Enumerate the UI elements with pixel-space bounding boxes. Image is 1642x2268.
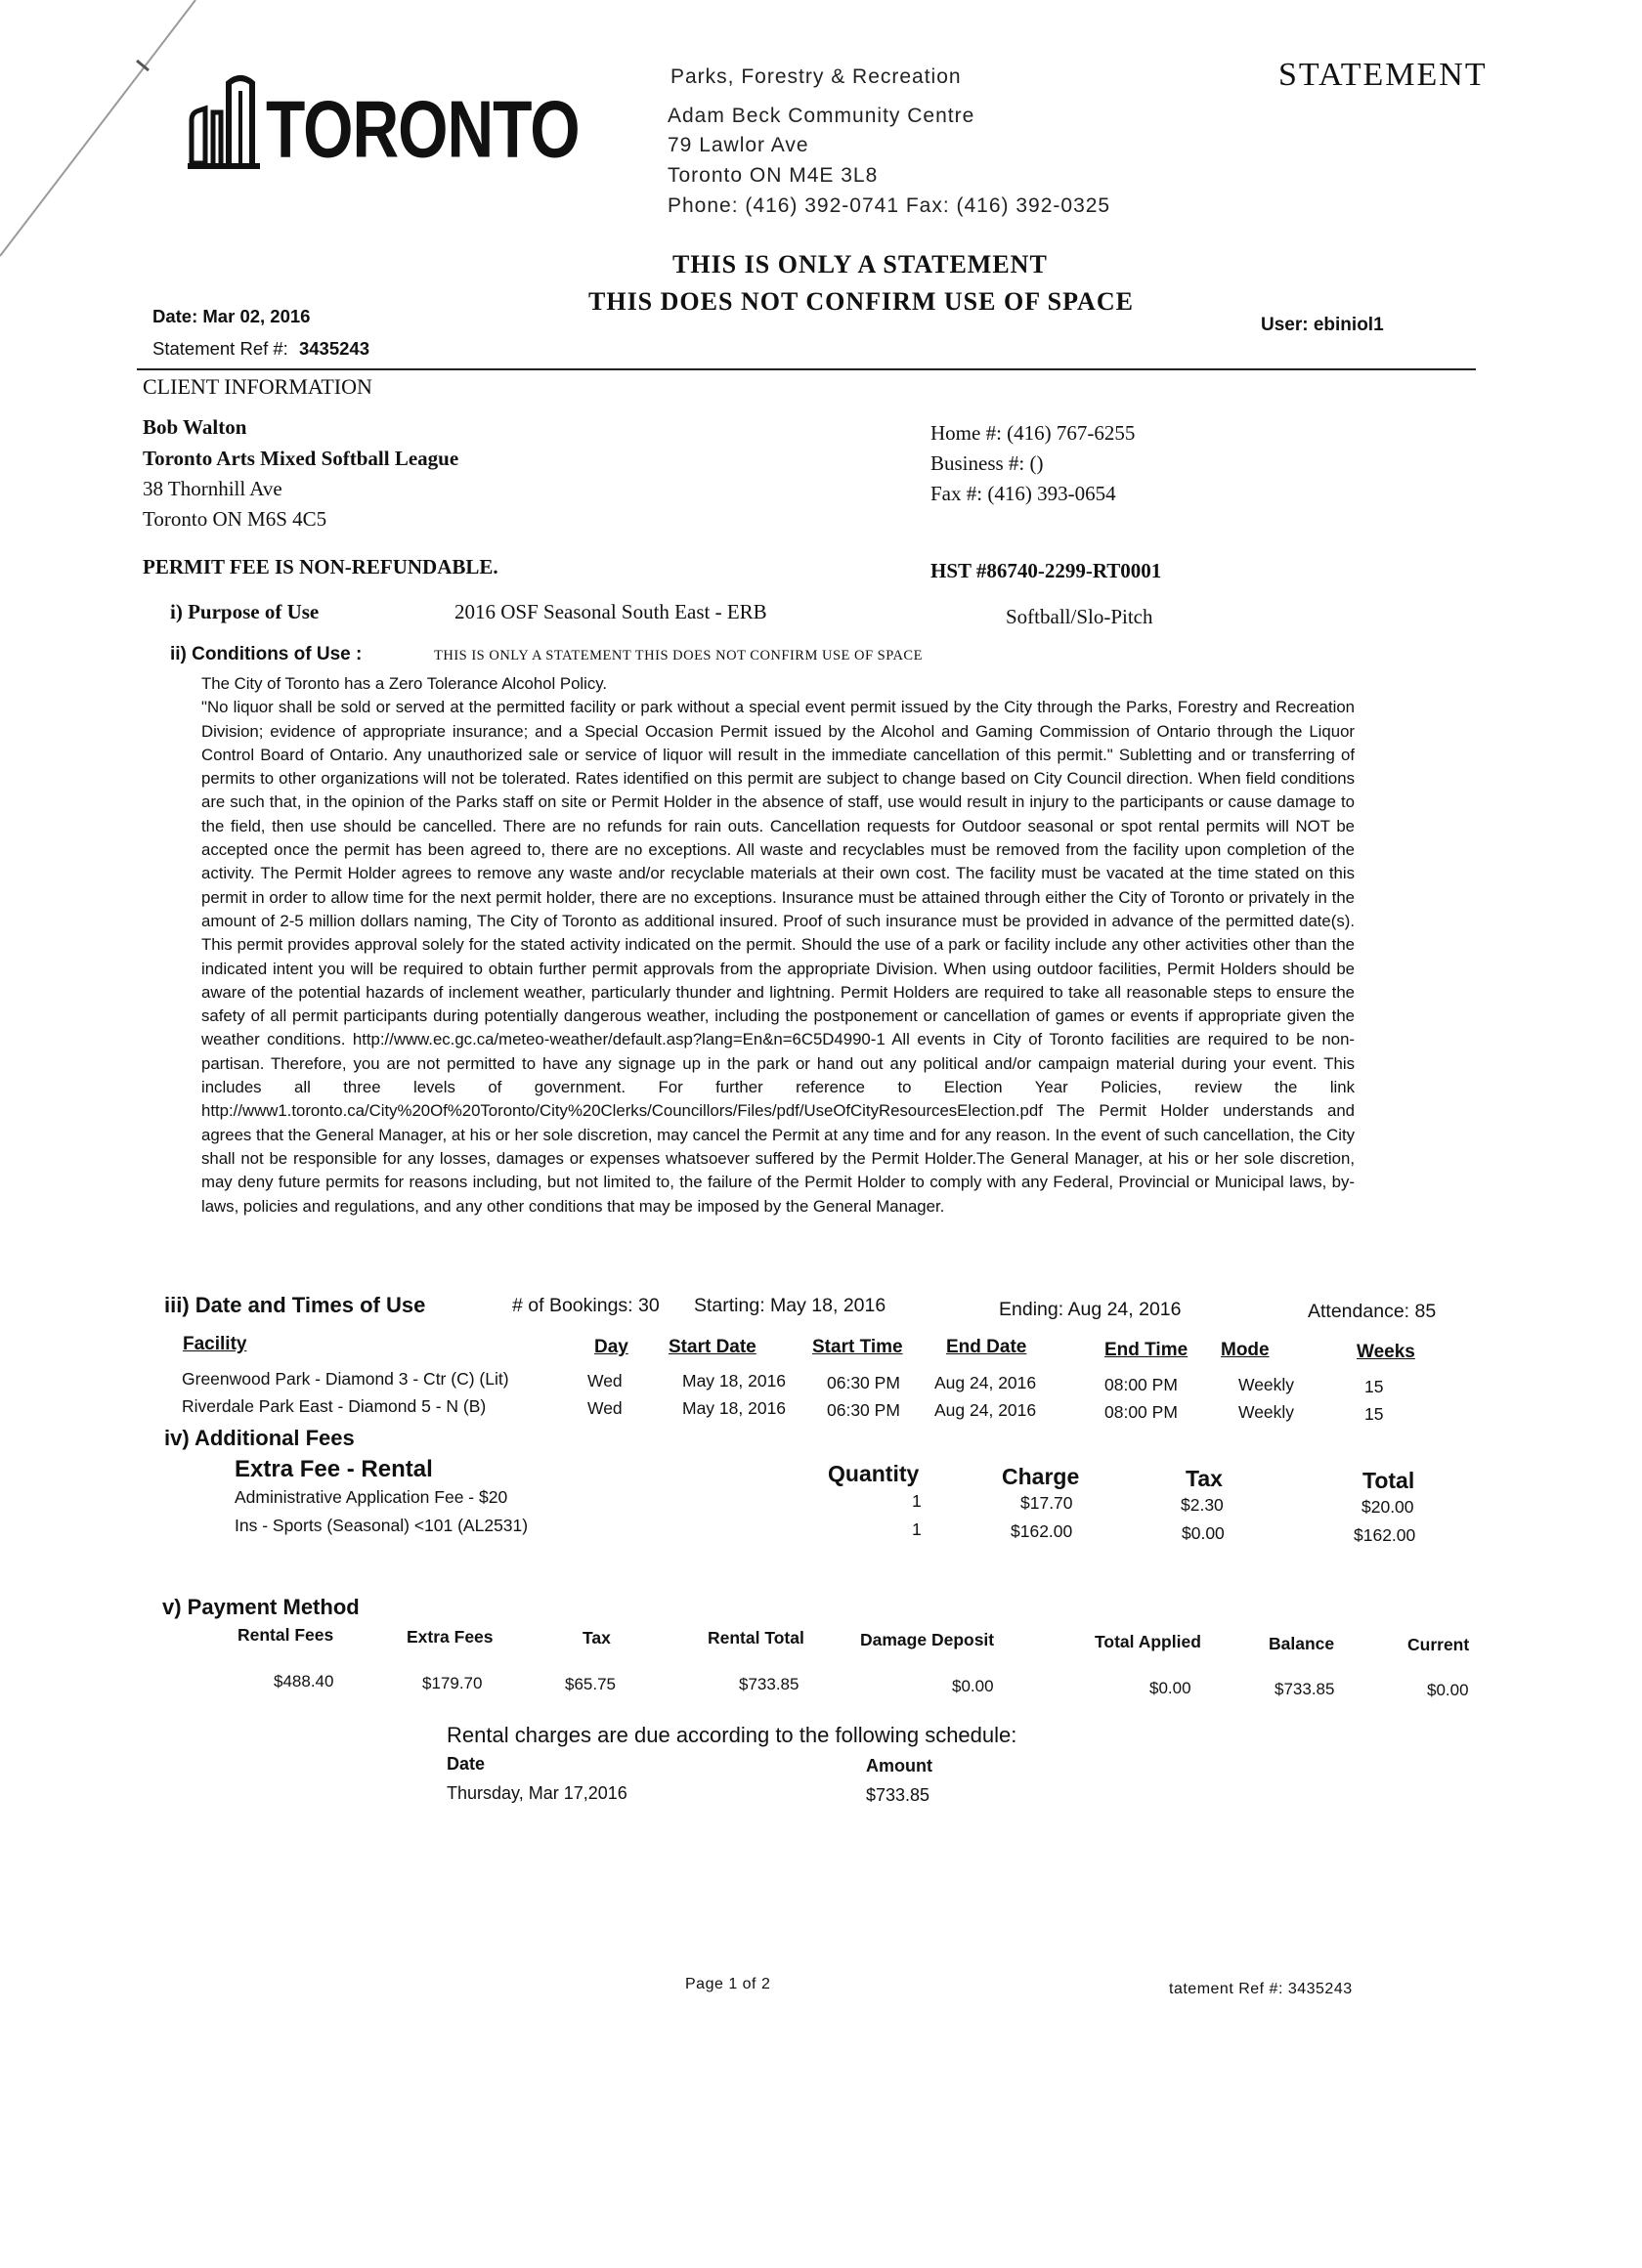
payment-schedule-note: Rental charges are due according to the following schedule: [447, 1723, 1017, 1747]
pay-value-damage-deposit: $0.00 [952, 1677, 994, 1695]
pay-value-current: $0.00 [1427, 1681, 1469, 1699]
pay-header-damage-deposit: Damage Deposit [860, 1630, 995, 1649]
fee2-quantity: 1 [912, 1519, 922, 1539]
row2-start-date: May 18, 2016 [682, 1398, 787, 1418]
pay-value-rental-total: $733.85 [739, 1675, 799, 1693]
client-section-title: CLIENT INFORMATION [143, 374, 372, 399]
col-header-start-time: Start Time [812, 1337, 903, 1357]
row2-end-time: 08:00 PM [1104, 1402, 1178, 1422]
client-business-phone: Business #: () [930, 451, 1044, 475]
pay-header-tax: Tax [583, 1628, 611, 1648]
centre-phone-fax: Phone: (416) 392-0741 Fax: (416) 392-0325 [668, 194, 1111, 217]
fee-group-title: Extra Fee - Rental [235, 1456, 433, 1482]
row1-end-date: Aug 24, 2016 [934, 1373, 1037, 1392]
purpose-label: i) Purpose of Use [170, 600, 320, 623]
col-header-facility: Facility [183, 1334, 247, 1354]
fee-header-charge: Charge [1002, 1464, 1080, 1489]
conditions-paragraph: "No liquor shall be sold or served at the permitted facility or park without a special event permit issued by the City through the Parks, Forestry and Recreation Division; evidence of appropriate insurance; and a Special Occasion Permit issued by the Alcohol and Gaming Commission of Ontario through the Liquor Control Board of Ontario. Any unauthorized sale or service of liquor will result in the immediate cancellation of this permit." Subletting and or transferring of permits to other organizations will not be tolerated. Rates identified on this permit are subject to change based on City Council direction. When field conditions are such that, in the opinion of the Parks staff on site or Permit Holder in the absence of staff, use would result in injury to the participants or cause damage to the field, then use should be cancelled. There are no refunds for rain outs. Cancellation requests for Outdoor seasonal or spot rental permits will NOT be accepted once the permit has been agreed to, there are no exceptions. All waste and recyclables must be removed from the facility upon completion of the activity. The Permit Holder agrees to remove any waste and/or recyclable materials at their own cost. The facility must be vacated at the time stated on this permit in order to allow time for the next permit holder, there are no exceptions. Insurance must be attained through either the City of Toronto or privately in the amount of 2-5 million dollars naming, The City of Toronto as additional insured. Proof of such insurance must be provided in advance of the permitted date(s). This permit provides approval solely for the stated activity indicated on the permit. Should the use of a park or facility include any other activities other than the indicated intent you will be required to obtain further permit approvals from the appropriate Division. When using outdoor facilities, Permit Holders should be aware of the potential hazards of inclement weather, particularly thunder and lightning. Permit Holders are required to take all reasonable steps to ensure the safety of all permit participants during potentially dangerous weather, including the postponement or cancellation of games or events if appropriate given the weather conditions. http://www.ec.gc.ca/meteo-weather/default.asp?lang=En&n=6C5D4990-1 All events in City of Toronto facilities are required to be non-partisan. Therefore, you are not permitted to have any signage up in the park or hand out any political and/or campaign material during your event. This includes all three levels of government. For further reference to Election Year Policies, review the link http://www1.toronto.ca/City%20Of%20Toronto/City%20Clerks/Councillors/Files/pdf/UseOfCityResourcesElection.pdf The Permit Holder understands and agrees that the General Manager, at his or her sole discretion, may cancel the Permit at any time and for any reason. In the event of such cancellation, the City shall not be responsible for any losses, damages or expenses whatsoever suffered by the Permit Holder.The General Manager, at his or her sole discretion, may deny future permits for reasons including, but not limited to, the failure of the Permit Holder to comply with any Federal, Provincial or Municipal laws, by-laws, policies and regulations, and any other conditions that may be imposed by the General Manager. [201, 698, 1355, 1216]
row2-mode: Weekly [1238, 1402, 1295, 1422]
col-header-day: Day [594, 1337, 628, 1357]
user-id: User: ebiniol1 [1261, 315, 1384, 335]
client-fax: Fax #: (416) 393-0654 [930, 482, 1116, 505]
pay-value-balance: $733.85 [1275, 1680, 1335, 1698]
col-header-end-date: End Date [946, 1337, 1027, 1357]
client-city: Toronto ON M6S 4C5 [143, 507, 327, 531]
centre-address-line1: 79 Lawlor Ave [668, 134, 809, 156]
purpose-value: 2016 OSF Seasonal South East - ERB [454, 600, 767, 623]
hst-number: HST #86740-2299-RT0001 [930, 559, 1162, 582]
pay-header-extra-fees: Extra Fees [407, 1627, 494, 1647]
pay-value-rental-fees: $488.40 [274, 1672, 334, 1690]
conditions-paragraph: The City of Toronto has a Zero Tolerance Alcohol Policy. [201, 674, 608, 693]
city-hall-icon [186, 73, 262, 171]
fee-header-tax: Tax [1186, 1466, 1223, 1491]
header-divider [137, 368, 1476, 370]
statement-ref-value: 3435243 [298, 338, 369, 359]
footer-statement-ref: tatement Ref #: 3435243 [1169, 1981, 1353, 1997]
client-organization: Toronto Arts Mixed Softball League [143, 447, 459, 470]
client-street: 38 Thornhill Ave [143, 477, 282, 500]
fee1-quantity: 1 [912, 1491, 922, 1511]
schedule-ending: Ending: Aug 24, 2016 [999, 1299, 1182, 1320]
row1-mode: Weekly [1238, 1375, 1295, 1394]
payment-due-amount: $733.85 [866, 1785, 930, 1805]
document-type: STATEMENT [1278, 57, 1488, 93]
payment-due-date: Thursday, Mar 17,2016 [447, 1783, 627, 1803]
conditions-text [201, 672, 1355, 1219]
row1-facility: Greenwood Park - Diamond 3 - Ctr (C) (Lit) [182, 1369, 509, 1389]
row1-start-time: 06:30 PM [827, 1373, 900, 1392]
statement-date: Date: Mar 02, 2016 [152, 306, 311, 326]
row1-end-time: 08:00 PM [1104, 1375, 1178, 1394]
fee2-total: $162.00 [1354, 1525, 1416, 1545]
fee-header-quantity: Quantity [828, 1461, 920, 1486]
pay-header-balance: Balance [1269, 1634, 1335, 1653]
pay-header-rental-total: Rental Total [708, 1628, 804, 1648]
row2-start-time: 06:30 PM [827, 1400, 900, 1420]
schedule-label: iii) Date and Times of Use [164, 1293, 426, 1317]
fee-nonrefundable-notice: PERMIT FEE IS NON-REFUNDABLE. [143, 555, 498, 578]
row2-facility: Riverdale Park East - Diamond 5 - N (B) [182, 1396, 487, 1416]
centre-name: Adam Beck Community Centre [668, 105, 975, 127]
purpose-activity: Softball/Slo-Pitch [1006, 605, 1153, 628]
row2-weeks: 15 [1364, 1404, 1384, 1424]
payment-date-header: Date [447, 1754, 486, 1774]
fee1-description: Administrative Application Fee - $20 [235, 1487, 508, 1507]
pay-value-total-applied: $0.00 [1149, 1679, 1191, 1697]
fee2-tax: $0.00 [1182, 1523, 1225, 1543]
notice-line-2: THIS DOES NOT CONFIRM USE OF SPACE [588, 287, 1134, 316]
pay-header-current: Current [1407, 1635, 1470, 1654]
fee2-charge: $162.00 [1011, 1521, 1073, 1541]
fee1-total: $20.00 [1361, 1497, 1414, 1517]
payment-amount-header: Amount [866, 1756, 932, 1776]
schedule-starting: Starting: May 18, 2016 [694, 1295, 886, 1316]
client-home-phone: Home #: (416) 767-6255 [930, 421, 1136, 445]
page-number: Page 1 of 2 [685, 1976, 771, 1992]
row2-end-date: Aug 24, 2016 [934, 1400, 1037, 1420]
schedule-bookings: # of Bookings: 30 [512, 1295, 660, 1316]
pay-value-extra-fees: $179.70 [422, 1674, 483, 1692]
client-name: Bob Walton [143, 415, 247, 439]
statement-ref [152, 338, 369, 360]
fee1-tax: $2.30 [1181, 1495, 1224, 1515]
fee2-description: Ins - Sports (Seasonal) <101 (AL2531) [235, 1516, 529, 1535]
department-name: Parks, Forestry & Recreation [670, 65, 962, 88]
statement-ref-label: Statement Ref #: [152, 338, 288, 359]
fee1-charge: $17.70 [1020, 1493, 1073, 1513]
row1-start-date: May 18, 2016 [682, 1371, 787, 1391]
fee-header-total: Total [1362, 1468, 1415, 1493]
notice-line-1: THIS IS ONLY A STATEMENT [672, 250, 1048, 278]
conditions-note: THIS IS ONLY A STATEMENT THIS DOES NOT CONFIRM USE OF SPACE [434, 648, 923, 663]
col-header-weeks: Weeks [1357, 1342, 1415, 1362]
pay-header-total-applied: Total Applied [1095, 1632, 1201, 1651]
row1-weeks: 15 [1364, 1377, 1384, 1396]
centre-address-line2: Toronto ON M4E 3L8 [668, 164, 879, 187]
row1-day: Wed [587, 1371, 623, 1391]
pay-header-rental-fees: Rental Fees [238, 1625, 334, 1645]
conditions-label: ii) Conditions of Use : [170, 644, 363, 664]
col-header-start-date: Start Date [669, 1337, 756, 1357]
logo-text: TORONTO [266, 83, 580, 174]
toronto-logo [186, 73, 580, 174]
row2-day: Wed [587, 1398, 623, 1418]
col-header-mode: Mode [1221, 1340, 1270, 1360]
additional-fees-label: iv) Additional Fees [164, 1426, 355, 1450]
schedule-attendance: Attendance: 85 [1308, 1301, 1437, 1322]
pay-value-tax: $65.75 [565, 1675, 616, 1693]
payment-method-label: v) Payment Method [162, 1595, 360, 1619]
col-header-end-time: End Time [1104, 1340, 1188, 1360]
